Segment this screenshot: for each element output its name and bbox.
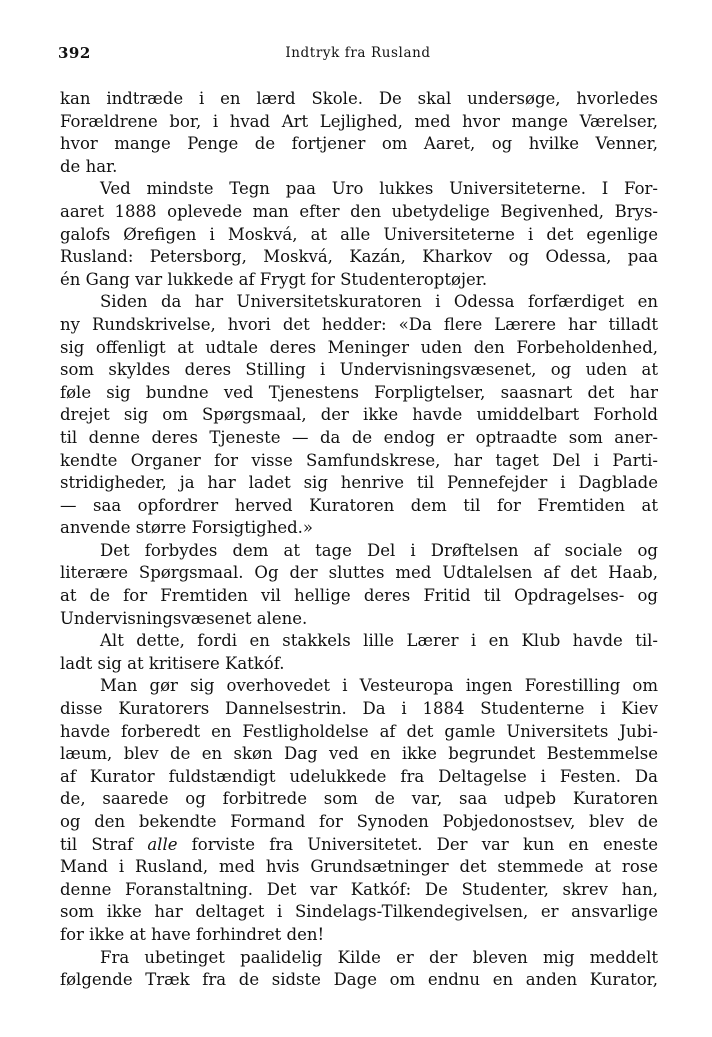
text-line: Undervisningsvæsenet alene. xyxy=(60,608,308,628)
text-line: Mand i Rusland, med hvis Grundsætninger det stemmede at rose xyxy=(60,857,658,877)
text-segment: til Straf xyxy=(60,834,148,854)
text-line: drejet sig om Spørgsmaal, der ikke havde umiddelbart Forhold xyxy=(60,405,658,425)
text-line: de, saarede og forbitrede som de var, saa udpeb Kuratoren xyxy=(60,789,658,809)
page-header xyxy=(58,44,658,68)
text-line: aaret 1888 oplevede man efter den ubetydelige Begivenhed, Brys- xyxy=(60,201,658,221)
text-line: at de for Fremtiden vil hellige deres Fritid til Opdragelses- og xyxy=(60,586,658,606)
text-line: Ved mindste Tegn paa Uro lukkes Universiteterne. I For- xyxy=(100,179,658,199)
emphasis-text: alle xyxy=(147,834,178,854)
text-line: til denne deres Tjeneste — da de endog er optraadte som aner- xyxy=(60,427,658,447)
text-line: Rusland: Petersborg, Moskvá, Kazán, Kharkov og Odessa, paa xyxy=(60,247,658,267)
text-line: Det forbydes dem at tage Del i Drøftelsen af sociale og xyxy=(100,540,658,560)
text-line: disse Kuratorers Dannelsestrin. Da i 1884 Studenterne i Kiev xyxy=(60,699,658,719)
text-line: føle sig bundne ved Tjenestens Forpligtelser, saasnart det har xyxy=(60,382,658,402)
text-line: havde forberedt en Festligholdelse af det gamle Universitets Jubi- xyxy=(60,721,658,741)
text-line: galofs Ørefigen i Moskvá, at alle Universiteterne i det egenlige xyxy=(60,224,658,244)
text-line: anvende større Forsigtighed.» xyxy=(60,518,314,538)
text-line: de har. xyxy=(60,156,118,176)
text-line: Forældrene bor, i hvad Art Lejlighed, med hvor mange Værelser, xyxy=(60,111,658,131)
text-line: ladt sig at kritisere Katkóf. xyxy=(60,653,285,673)
text-line: sig offenligt at udtale deres Meninger uden den Forbeholdenhed, xyxy=(60,337,658,357)
text-line: Fra ubetinget paalidelig Kilde er der bleven mig meddelt xyxy=(100,947,658,967)
text-line: som ikke har deltaget i Sindelags-Tilkendegivelsen, er ansvarlige xyxy=(60,902,658,922)
text-line: ny Rundskrivelse, hvori det hedder: «Da flere Lærere har tilladt xyxy=(60,314,658,334)
text-line: Man gør sig overhovedet i Vesteuropa ingen Forestilling om xyxy=(100,676,658,696)
text-line: følgende Træk fra de sidste Dage om endnu en anden Kurator, xyxy=(60,970,658,990)
text-line: Siden da har Universitetskuratoren i Odessa forfærdiget en xyxy=(100,292,658,312)
text-line: — saa opfordrer herved Kuratoren dem til for Fremtiden at xyxy=(60,495,658,515)
text-line: for ikke at have forhindret den! xyxy=(60,924,325,944)
running-title: Indtryk fra Rusland xyxy=(285,45,431,61)
text-line: én Gang var lukkede af Frygt for Studenteroptøjer. xyxy=(60,269,488,289)
text-line: Alt dette, fordi en stakkels lille Lærer i en Klub havde til- xyxy=(100,631,658,651)
body-text xyxy=(60,88,658,992)
text-line xyxy=(60,834,658,857)
text-line: og den bekendte Formand for Synoden Pobjedonostsev, blev de xyxy=(60,812,658,831)
text-line: stridigheder, ja har ladet sig henrive til Pennefejder i Dagblade xyxy=(60,473,658,493)
text-line: som skyldes deres Stilling i Undervisningsvæsenet, og uden at xyxy=(60,360,658,380)
text-line: hvor mange Penge de fortjener om Aaret, og hvilke Venner, xyxy=(60,134,658,154)
text-line: kan indtræde i en lærd Skole. De skal undersøge, hvorledes xyxy=(60,89,658,108)
text-line: af Kurator fuldstændigt udelukkede fra Deltagelse i Festen. Da xyxy=(60,766,658,786)
text-segment: forviste fra Universitetet. Der var kun en eneste xyxy=(177,834,658,854)
text-line: literære Spørgsmaal. Og der sluttes med Udtalelsen af det Haab, xyxy=(60,563,658,583)
page-number: 392 xyxy=(58,44,91,62)
text-line: denne Foranstaltning. Det var Katkóf: De Studenter, skrev han, xyxy=(60,879,658,899)
text-line: læum, blev de en skøn Dag ved en ikke begrundet Bestemmelse xyxy=(60,744,658,764)
text-line: kendte Organer for visse Samfundskrese, har taget Del i Parti- xyxy=(60,450,658,470)
